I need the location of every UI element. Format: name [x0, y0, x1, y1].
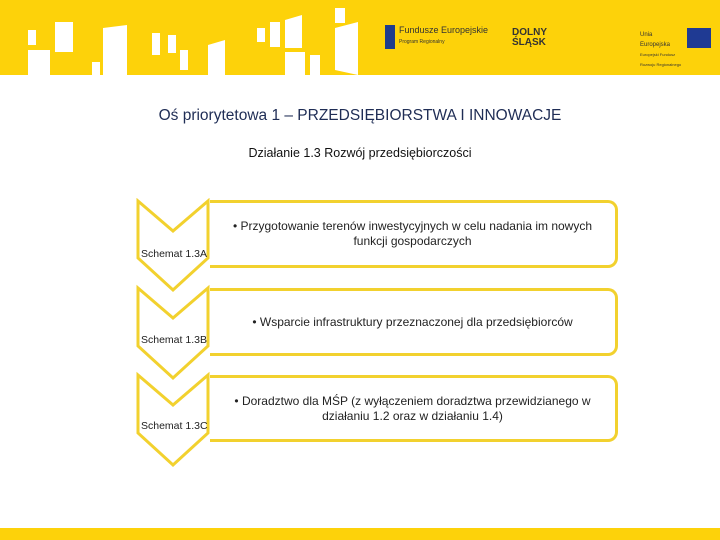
- decorative-blocks-icon: [0, 0, 360, 75]
- chevron-2: [138, 288, 208, 378]
- scheme-label-c: Schemat 1.3C: [141, 420, 208, 432]
- scheme-box-a: • Przygotowanie terenów inwestycyjnych w celu nadania im nowych funkcji gospodarczych: [210, 200, 618, 268]
- page-title: Oś priorytetowa 1 – PRZEDSIĘBIORSTWA I INNOWACJE: [158, 107, 562, 124]
- page-subtitle: Działanie 1.3 Rozwój przedsiębiorczości: [248, 146, 472, 160]
- chevron-1: [138, 201, 208, 290]
- dolny-slask-logo: DOLNY ŚLĄSK: [512, 27, 547, 48]
- scheme-box-b: • Wsparcie infrastruktury przeznaczonej dla przedsiębiorców: [210, 288, 618, 356]
- fundusze-europejskie-logo: Fundusze Europejskie Program Regionalny: [385, 25, 488, 49]
- scheme-box-c: • Doradztwo dla MŚP (z wyłączeniem doradztwa przewidzianego w działaniu 1.2 oraz w działaniu 1.4): [210, 375, 618, 442]
- scheme-label-a: Schemat 1.3A: [141, 248, 207, 260]
- header-banner: [0, 0, 720, 75]
- eu-flag-icon: [687, 28, 711, 48]
- scheme-label-b: Schemat 1.3B: [141, 334, 207, 346]
- footer-bar: [0, 528, 720, 540]
- unia-europejska-logo: Unia Europejska Europejski Fundusz Rozwoju Regionalnego: [640, 32, 682, 67]
